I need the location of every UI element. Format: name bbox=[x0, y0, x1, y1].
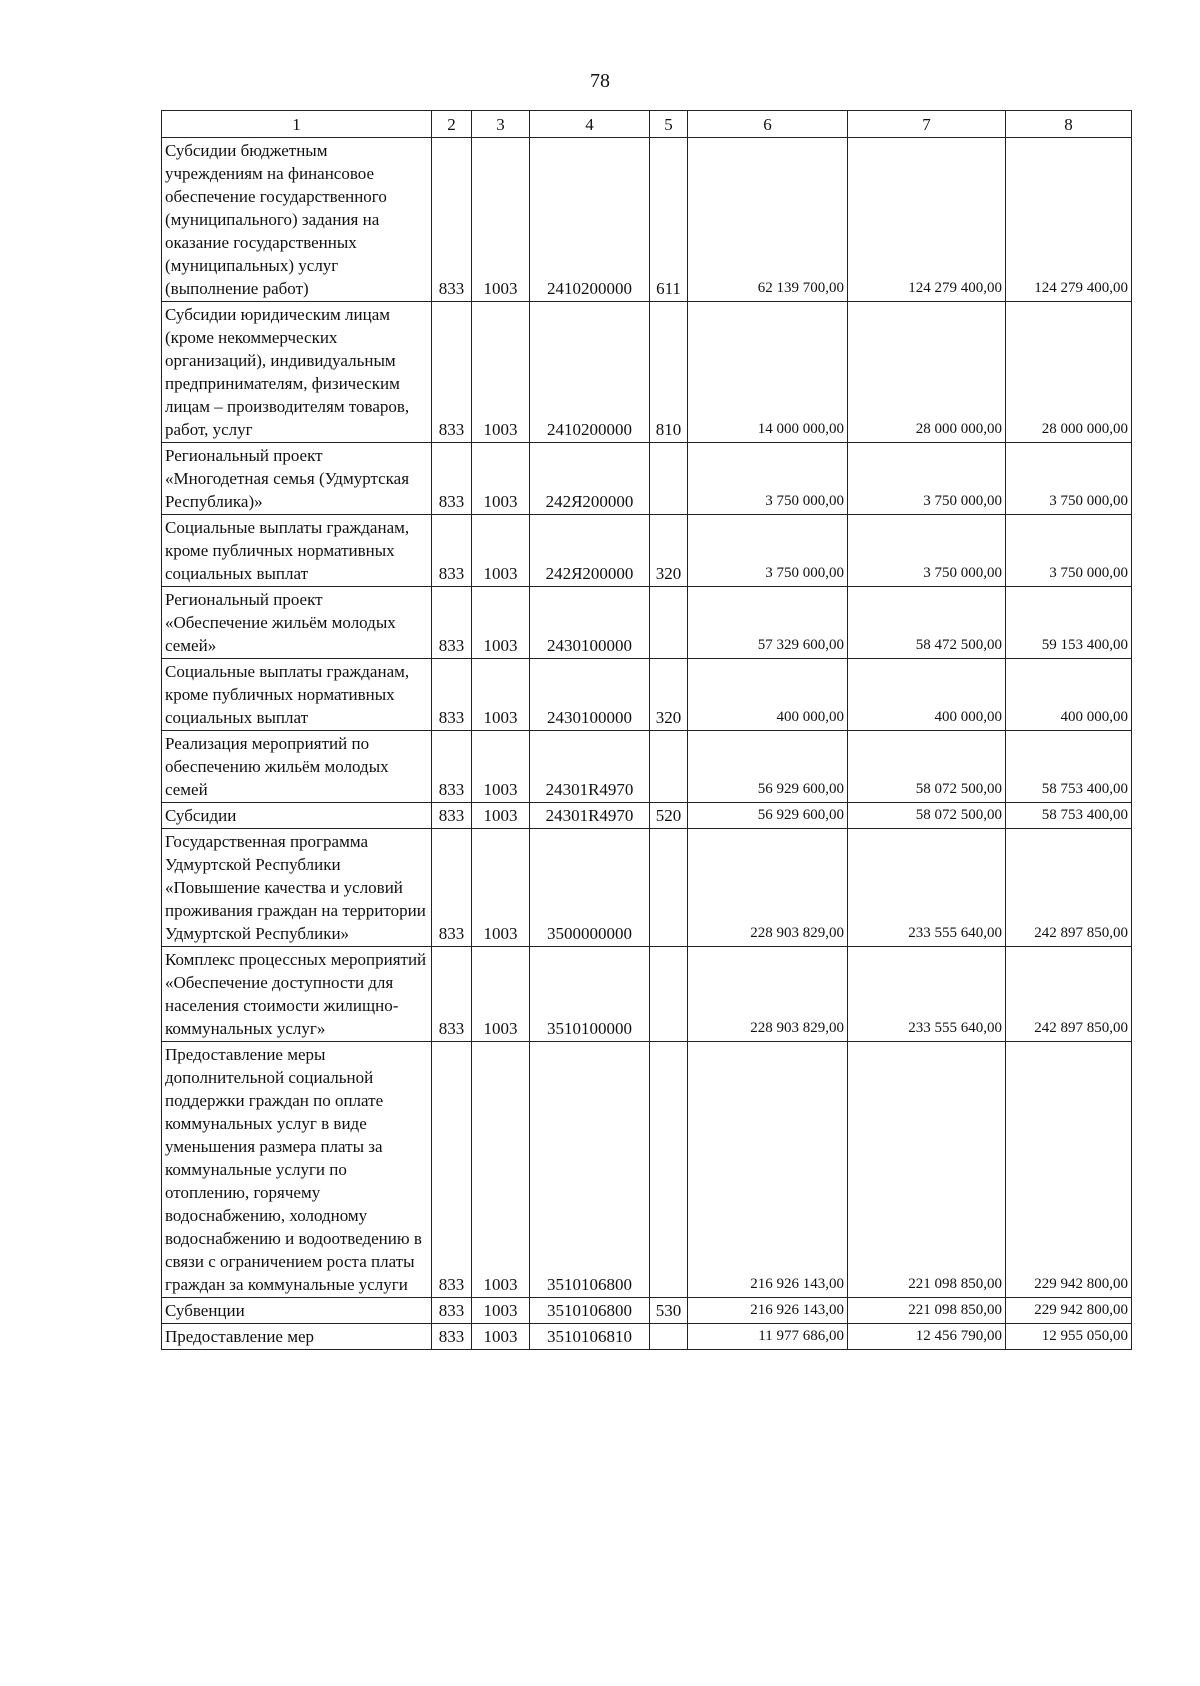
cell-col2: 833 bbox=[432, 1298, 472, 1324]
cell-col3: 1003 bbox=[472, 829, 530, 947]
cell-col6: 228 903 829,00 bbox=[688, 829, 848, 947]
cell-col8: 59 153 400,00 bbox=[1006, 587, 1132, 659]
cell-col2: 833 bbox=[432, 947, 472, 1042]
cell-col5: 320 bbox=[650, 515, 688, 587]
header-cell: 6 bbox=[688, 111, 848, 138]
cell-col8: 400 000,00 bbox=[1006, 659, 1132, 731]
cell-col8: 229 942 800,00 bbox=[1006, 1298, 1132, 1324]
cell-col8: 3 750 000,00 bbox=[1006, 443, 1132, 515]
row-description: Субвенции bbox=[162, 1298, 432, 1324]
cell-col3: 1003 bbox=[472, 803, 530, 829]
cell-col6: 216 926 143,00 bbox=[688, 1298, 848, 1324]
row-description: Социальные выплаты гражданам, кроме публичных нормативных социальных выплат bbox=[162, 515, 432, 587]
cell-col3: 1003 bbox=[472, 302, 530, 443]
cell-col3: 1003 bbox=[472, 1324, 530, 1350]
table-row bbox=[162, 1324, 1132, 1350]
cell-col2: 833 bbox=[432, 803, 472, 829]
table-row bbox=[162, 443, 1132, 515]
cell-col8: 3 750 000,00 bbox=[1006, 515, 1132, 587]
table-row bbox=[162, 829, 1132, 947]
cell-col7: 221 098 850,00 bbox=[848, 1298, 1006, 1324]
cell-col5: 520 bbox=[650, 803, 688, 829]
cell-col6: 62 139 700,00 bbox=[688, 138, 848, 302]
table-row bbox=[162, 515, 1132, 587]
row-description: Государственная программа Удмуртской Республики «Повышение качества и условий проживания граждан на территории Удмуртской Республики» bbox=[162, 829, 432, 947]
cell-col6: 400 000,00 bbox=[688, 659, 848, 731]
header-row bbox=[162, 111, 1132, 138]
cell-col5: 810 bbox=[650, 302, 688, 443]
cell-col6: 216 926 143,00 bbox=[688, 1042, 848, 1298]
cell-col3: 1003 bbox=[472, 1042, 530, 1298]
cell-col8: 242 897 850,00 bbox=[1006, 947, 1132, 1042]
cell-col5: 611 bbox=[650, 138, 688, 302]
cell-col7: 58 472 500,00 bbox=[848, 587, 1006, 659]
cell-col3: 1003 bbox=[472, 659, 530, 731]
cell-col4: 2430100000 bbox=[530, 659, 650, 731]
cell-col5: 530 bbox=[650, 1298, 688, 1324]
cell-col4: 2430100000 bbox=[530, 587, 650, 659]
cell-col5 bbox=[650, 947, 688, 1042]
cell-col2: 833 bbox=[432, 587, 472, 659]
table-row bbox=[162, 302, 1132, 443]
row-description: Субсидии bbox=[162, 803, 432, 829]
cell-col7: 400 000,00 bbox=[848, 659, 1006, 731]
cell-col2: 833 bbox=[432, 829, 472, 947]
cell-col8: 242 897 850,00 bbox=[1006, 829, 1132, 947]
cell-col5 bbox=[650, 731, 688, 803]
budget-table bbox=[161, 110, 1132, 1350]
cell-col3: 1003 bbox=[472, 731, 530, 803]
table-row bbox=[162, 587, 1132, 659]
cell-col2: 833 bbox=[432, 731, 472, 803]
cell-col6: 3 750 000,00 bbox=[688, 443, 848, 515]
cell-col2: 833 bbox=[432, 138, 472, 302]
table-body bbox=[162, 111, 1132, 1350]
cell-col4: 24301R4970 bbox=[530, 803, 650, 829]
cell-col4: 3510106810 bbox=[530, 1324, 650, 1350]
table-row bbox=[162, 947, 1132, 1042]
cell-col7: 221 098 850,00 bbox=[848, 1042, 1006, 1298]
cell-col6: 56 929 600,00 bbox=[688, 803, 848, 829]
cell-col6: 11 977 686,00 bbox=[688, 1324, 848, 1350]
row-description: Реализация мероприятий по обеспечению жильём молодых семей bbox=[162, 731, 432, 803]
cell-col3: 1003 bbox=[472, 515, 530, 587]
cell-col3: 1003 bbox=[472, 443, 530, 515]
page-number: 78 bbox=[590, 70, 610, 92]
cell-col7: 233 555 640,00 bbox=[848, 829, 1006, 947]
cell-col7: 58 072 500,00 bbox=[848, 731, 1006, 803]
header-cell: 5 bbox=[650, 111, 688, 138]
cell-col7: 28 000 000,00 bbox=[848, 302, 1006, 443]
cell-col8: 124 279 400,00 bbox=[1006, 138, 1132, 302]
header-cell: 3 bbox=[472, 111, 530, 138]
table-row bbox=[162, 659, 1132, 731]
cell-col7: 233 555 640,00 bbox=[848, 947, 1006, 1042]
cell-col7: 3 750 000,00 bbox=[848, 443, 1006, 515]
table-row bbox=[162, 1298, 1132, 1324]
cell-col7: 12 456 790,00 bbox=[848, 1324, 1006, 1350]
cell-col7: 124 279 400,00 bbox=[848, 138, 1006, 302]
cell-col3: 1003 bbox=[472, 1298, 530, 1324]
cell-col2: 833 bbox=[432, 1324, 472, 1350]
row-description: Региональный проект «Обеспечение жильём молодых семей» bbox=[162, 587, 432, 659]
cell-col6: 57 329 600,00 bbox=[688, 587, 848, 659]
cell-col8: 28 000 000,00 bbox=[1006, 302, 1132, 443]
cell-col3: 1003 bbox=[472, 947, 530, 1042]
cell-col8: 12 955 050,00 bbox=[1006, 1324, 1132, 1350]
cell-col2: 833 bbox=[432, 659, 472, 731]
row-description: Субсидии юридическим лицам (кроме некоммерческих организаций), индивидуальным предпринимателям, физическим лицам – производителям товаров, работ, услуг bbox=[162, 302, 432, 443]
header-cell: 1 bbox=[162, 111, 432, 138]
cell-col5 bbox=[650, 829, 688, 947]
cell-col8: 58 753 400,00 bbox=[1006, 803, 1132, 829]
header-cell: 8 bbox=[1006, 111, 1132, 138]
cell-col5 bbox=[650, 1042, 688, 1298]
row-description: Предоставление меры дополнительной социальной поддержки граждан по оплате коммунальных услуг в виде уменьшения размера платы за коммунальные услуги по отоплению, горячему водоснабжению, холодному водоснабжению и водоотведению в связи с ограничением роста платы граждан за коммунальные услуги bbox=[162, 1042, 432, 1298]
cell-col6: 56 929 600,00 bbox=[688, 731, 848, 803]
header-cell: 7 bbox=[848, 111, 1006, 138]
header-cell: 2 bbox=[432, 111, 472, 138]
cell-col6: 228 903 829,00 bbox=[688, 947, 848, 1042]
header-cell: 4 bbox=[530, 111, 650, 138]
cell-col2: 833 bbox=[432, 302, 472, 443]
row-description: Региональный проект «Многодетная семья (Удмуртская Республика)» bbox=[162, 443, 432, 515]
cell-col7: 58 072 500,00 bbox=[848, 803, 1006, 829]
cell-col3: 1003 bbox=[472, 138, 530, 302]
cell-col4: 242Я200000 bbox=[530, 515, 650, 587]
cell-col2: 833 bbox=[432, 443, 472, 515]
cell-col4: 3510106800 bbox=[530, 1298, 650, 1324]
row-description: Предоставление мер bbox=[162, 1324, 432, 1350]
table-row bbox=[162, 1042, 1132, 1298]
row-description: Социальные выплаты гражданам, кроме публичных нормативных социальных выплат bbox=[162, 659, 432, 731]
table-row bbox=[162, 731, 1132, 803]
cell-col4: 2410200000 bbox=[530, 138, 650, 302]
table-row bbox=[162, 138, 1132, 302]
cell-col3: 1003 bbox=[472, 587, 530, 659]
row-description: Комплекс процессных мероприятий «Обеспечение доступности для населения стоимости жилищно-коммунальных услуг» bbox=[162, 947, 432, 1042]
row-description: Субсидии бюджетным учреждениям на финансовое обеспечение государственного (муниципального) задания на оказание государственных (муниципальных) услуг (выполнение работ) bbox=[162, 138, 432, 302]
cell-col4: 3500000000 bbox=[530, 829, 650, 947]
cell-col4: 2410200000 bbox=[530, 302, 650, 443]
table-row bbox=[162, 803, 1132, 829]
cell-col8: 58 753 400,00 bbox=[1006, 731, 1132, 803]
cell-col6: 3 750 000,00 bbox=[688, 515, 848, 587]
cell-col5 bbox=[650, 587, 688, 659]
cell-col7: 3 750 000,00 bbox=[848, 515, 1006, 587]
cell-col4: 3510106800 bbox=[530, 1042, 650, 1298]
cell-col4: 3510100000 bbox=[530, 947, 650, 1042]
cell-col6: 14 000 000,00 bbox=[688, 302, 848, 443]
cell-col5 bbox=[650, 1324, 688, 1350]
cell-col4: 242Я200000 bbox=[530, 443, 650, 515]
cell-col2: 833 bbox=[432, 1042, 472, 1298]
cell-col5: 320 bbox=[650, 659, 688, 731]
cell-col5 bbox=[650, 443, 688, 515]
cell-col2: 833 bbox=[432, 515, 472, 587]
cell-col8: 229 942 800,00 bbox=[1006, 1042, 1132, 1298]
cell-col4: 24301R4970 bbox=[530, 731, 650, 803]
